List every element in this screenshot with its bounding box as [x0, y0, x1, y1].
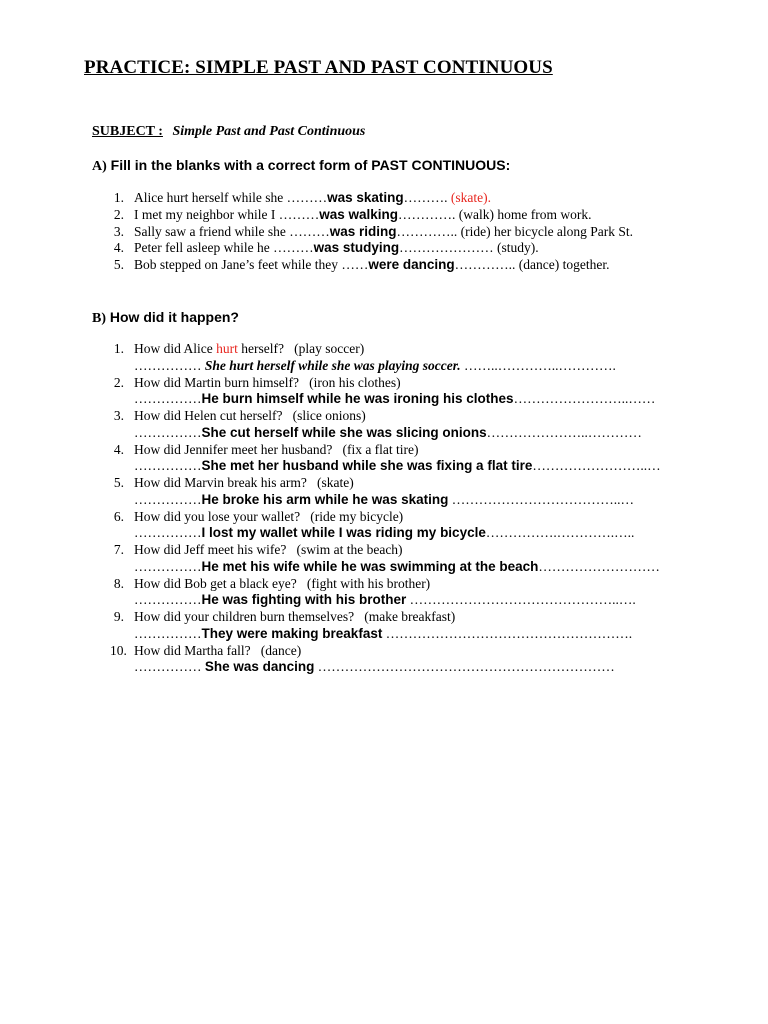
- item-number: 4.: [113, 441, 124, 457]
- answer: She was dancing: [204, 659, 315, 675]
- exercise-b-item: [110, 375, 690, 409]
- answer: was skating: [327, 190, 404, 205]
- question: [134, 576, 690, 593]
- question-cue: (ride my bicycle): [310, 508, 404, 524]
- answer: She hurt herself while she was playing soccer.: [204, 357, 461, 373]
- item-number: 5.: [113, 257, 124, 273]
- question: [134, 509, 690, 526]
- item-number: 2.: [113, 374, 124, 390]
- sentence-start: Peter fell asleep while he ………: [134, 240, 314, 256]
- blank-dots: …………..: [454, 257, 519, 273]
- section-a-instruction: Fill in the blanks with a correct form of PAST CONTINUOUS:: [110, 157, 511, 173]
- answer-line: [134, 525, 690, 542]
- sentence-start: Sally saw a friend while she ………: [134, 223, 330, 239]
- answer: He burn himself while he was ironing his clothes: [201, 391, 514, 407]
- item-number: 1.: [113, 341, 124, 356]
- question-cue: (make breakfast): [364, 609, 456, 624]
- item-number: 3.: [113, 408, 124, 423]
- answer: He met his wife while he was swimming at the beach: [201, 558, 539, 574]
- question-text: How did Helen cut herself?: [134, 408, 283, 423]
- question: [134, 442, 690, 459]
- item-number: 6.: [113, 508, 124, 524]
- trail-dots: ……………………………………………….: [382, 625, 633, 641]
- answer: were dancing: [368, 257, 455, 273]
- answer-line: [134, 391, 690, 408]
- question: [134, 341, 690, 358]
- lead-dots: ……………: [134, 458, 202, 474]
- question-cue: (dance): [260, 642, 302, 658]
- question-cue: (skate): [316, 475, 354, 490]
- exercise-b-item: [110, 576, 690, 610]
- lead-dots: ……………: [134, 659, 205, 675]
- section-a-heading: [92, 157, 510, 175]
- trail-dots: ………………………: [538, 558, 660, 574]
- sentence-end: home from work.: [493, 206, 592, 222]
- verb-cue: (skate).: [450, 190, 491, 205]
- section-b-instruction: How did it happen?: [109, 309, 239, 325]
- answer: She met her husband while she was fixing a flat tire: [201, 458, 533, 474]
- blank-dots: ………….: [398, 206, 459, 222]
- answer: was walking: [319, 206, 398, 222]
- question-text: How did you lose your wallet?: [134, 508, 301, 524]
- item-number: 2.: [113, 206, 124, 222]
- trail-dots: ……………………..……: [513, 391, 656, 407]
- question: [134, 475, 690, 492]
- exercise-a-item: [110, 257, 690, 274]
- exercise-b-item: [110, 408, 690, 442]
- page-title: PRACTICE: SIMPLE PAST AND PAST CONTINUOUS: [84, 57, 553, 78]
- blank-dots: …………..: [396, 223, 461, 239]
- lead-dots: ……………: [134, 391, 202, 407]
- verb-cue: (dance): [518, 257, 560, 273]
- exercise-a-item: [110, 207, 690, 224]
- verb-cue: (ride): [460, 223, 491, 239]
- answer-line: [134, 626, 690, 643]
- question-cue: (swim at the beach): [296, 542, 403, 557]
- answer-line: [134, 659, 690, 676]
- exercise-a-item: [110, 224, 690, 241]
- lead-dots: ……………: [134, 357, 205, 373]
- question: [134, 643, 690, 660]
- section-b-heading: [92, 309, 239, 327]
- section-b-list: [110, 341, 690, 676]
- exercise-b-item: [110, 609, 690, 643]
- trail-dots: ………………………………………..….: [406, 592, 636, 608]
- exercise-a-item: [110, 190, 690, 207]
- question: [134, 542, 690, 559]
- lead-dots: ……………: [134, 525, 202, 541]
- question-text: How did Alice: [134, 341, 217, 356]
- question-text-end: herself?: [237, 341, 284, 356]
- question-highlight: hurt: [216, 341, 238, 356]
- lead-dots: ……………: [134, 424, 202, 440]
- exercise-b-item: [110, 442, 690, 476]
- exercise-a-item: [110, 240, 690, 257]
- section-b-letter: B): [92, 311, 106, 326]
- answer-line: [134, 425, 690, 442]
- question-cue: (iron his clothes): [309, 374, 401, 390]
- question-text: How did Marvin break his arm?: [134, 475, 307, 490]
- answer: was studying: [313, 240, 400, 256]
- item-number: 7.: [113, 542, 124, 557]
- answer: He broke his arm while he was skating: [201, 491, 449, 507]
- lead-dots: ……………: [134, 491, 202, 507]
- question-text: How did your children burn themselves?: [134, 609, 355, 624]
- item-number: 3.: [113, 223, 124, 239]
- answer: She cut herself while she was slicing onions: [201, 424, 487, 440]
- verb-cue: (walk): [458, 206, 494, 222]
- sentence-end: together.: [559, 257, 610, 273]
- item-number: 10.: [110, 642, 127, 658]
- question-text: How did Bob get a black eye?: [134, 575, 297, 591]
- verb-cue: (study).: [496, 240, 539, 256]
- lead-dots: ……………: [134, 625, 202, 641]
- exercise-b-item: [110, 475, 690, 509]
- item-number: 4.: [113, 240, 124, 256]
- question: [134, 375, 690, 392]
- trail-dots: ………………………………..…: [448, 491, 634, 507]
- subject-line: [92, 124, 365, 140]
- trail-dots: …………………..…………: [486, 424, 642, 440]
- exercise-b-item: [110, 542, 690, 576]
- item-number: 1.: [113, 190, 124, 205]
- item-number: 8.: [113, 575, 124, 591]
- item-number: 9.: [113, 609, 124, 624]
- question-cue: (slice onions): [292, 408, 366, 423]
- answer-line: [134, 358, 690, 375]
- trail-dots: …………………………………………………………: [314, 659, 615, 675]
- lead-dots: ……………: [134, 592, 202, 608]
- subject-value: Simple Past and Past Continuous: [172, 124, 366, 139]
- question-text: How did Martha fall?: [134, 642, 251, 658]
- answer-line: [134, 492, 690, 509]
- question: [134, 408, 690, 425]
- sentence-end: her bicycle along Park St.: [490, 223, 634, 239]
- answer: was riding: [329, 223, 397, 239]
- answer: He was fighting with his brother: [201, 592, 407, 608]
- sentence-start: I met my neighbor while I ………: [134, 206, 320, 222]
- answer-line: [134, 559, 690, 576]
- answer-line: [134, 458, 690, 475]
- answer: I lost my wallet while I was riding my bicycle: [201, 525, 486, 541]
- sentence-start: Bob stepped on Jane’s feet while they ……: [134, 257, 369, 273]
- exercise-b-item: [110, 509, 690, 543]
- blank-dots: …………………: [399, 240, 497, 256]
- section-a-letter: A): [92, 159, 107, 174]
- exercise-b-item: [110, 643, 690, 677]
- question: [134, 609, 690, 626]
- item-number: 5.: [113, 475, 124, 490]
- lead-dots: ……………: [134, 558, 202, 574]
- section-a-list: [110, 190, 690, 274]
- answer: They were making breakfast: [201, 625, 383, 641]
- trail-dots: …………….………….…..: [485, 525, 635, 541]
- question-text: How did Jennifer meet her husband?: [134, 441, 333, 457]
- answer-line: [134, 592, 690, 609]
- sentence-start: Alice hurt herself while she ………: [134, 190, 328, 205]
- question-cue: (fix a flat tire): [342, 441, 419, 457]
- trail-dots: ……..…………..………….: [460, 357, 616, 373]
- exercise-b-item: [110, 341, 690, 375]
- trail-dots: ……………………..…: [532, 458, 661, 474]
- question-text: How did Martin burn himself?: [134, 374, 299, 390]
- subject-label: SUBJECT :: [92, 124, 163, 139]
- question-text: How did Jeff meet his wife?: [134, 542, 287, 557]
- question-cue: (play soccer): [294, 341, 365, 356]
- blank-dots: ……….: [403, 190, 451, 205]
- question-cue: (fight with his brother): [306, 575, 431, 591]
